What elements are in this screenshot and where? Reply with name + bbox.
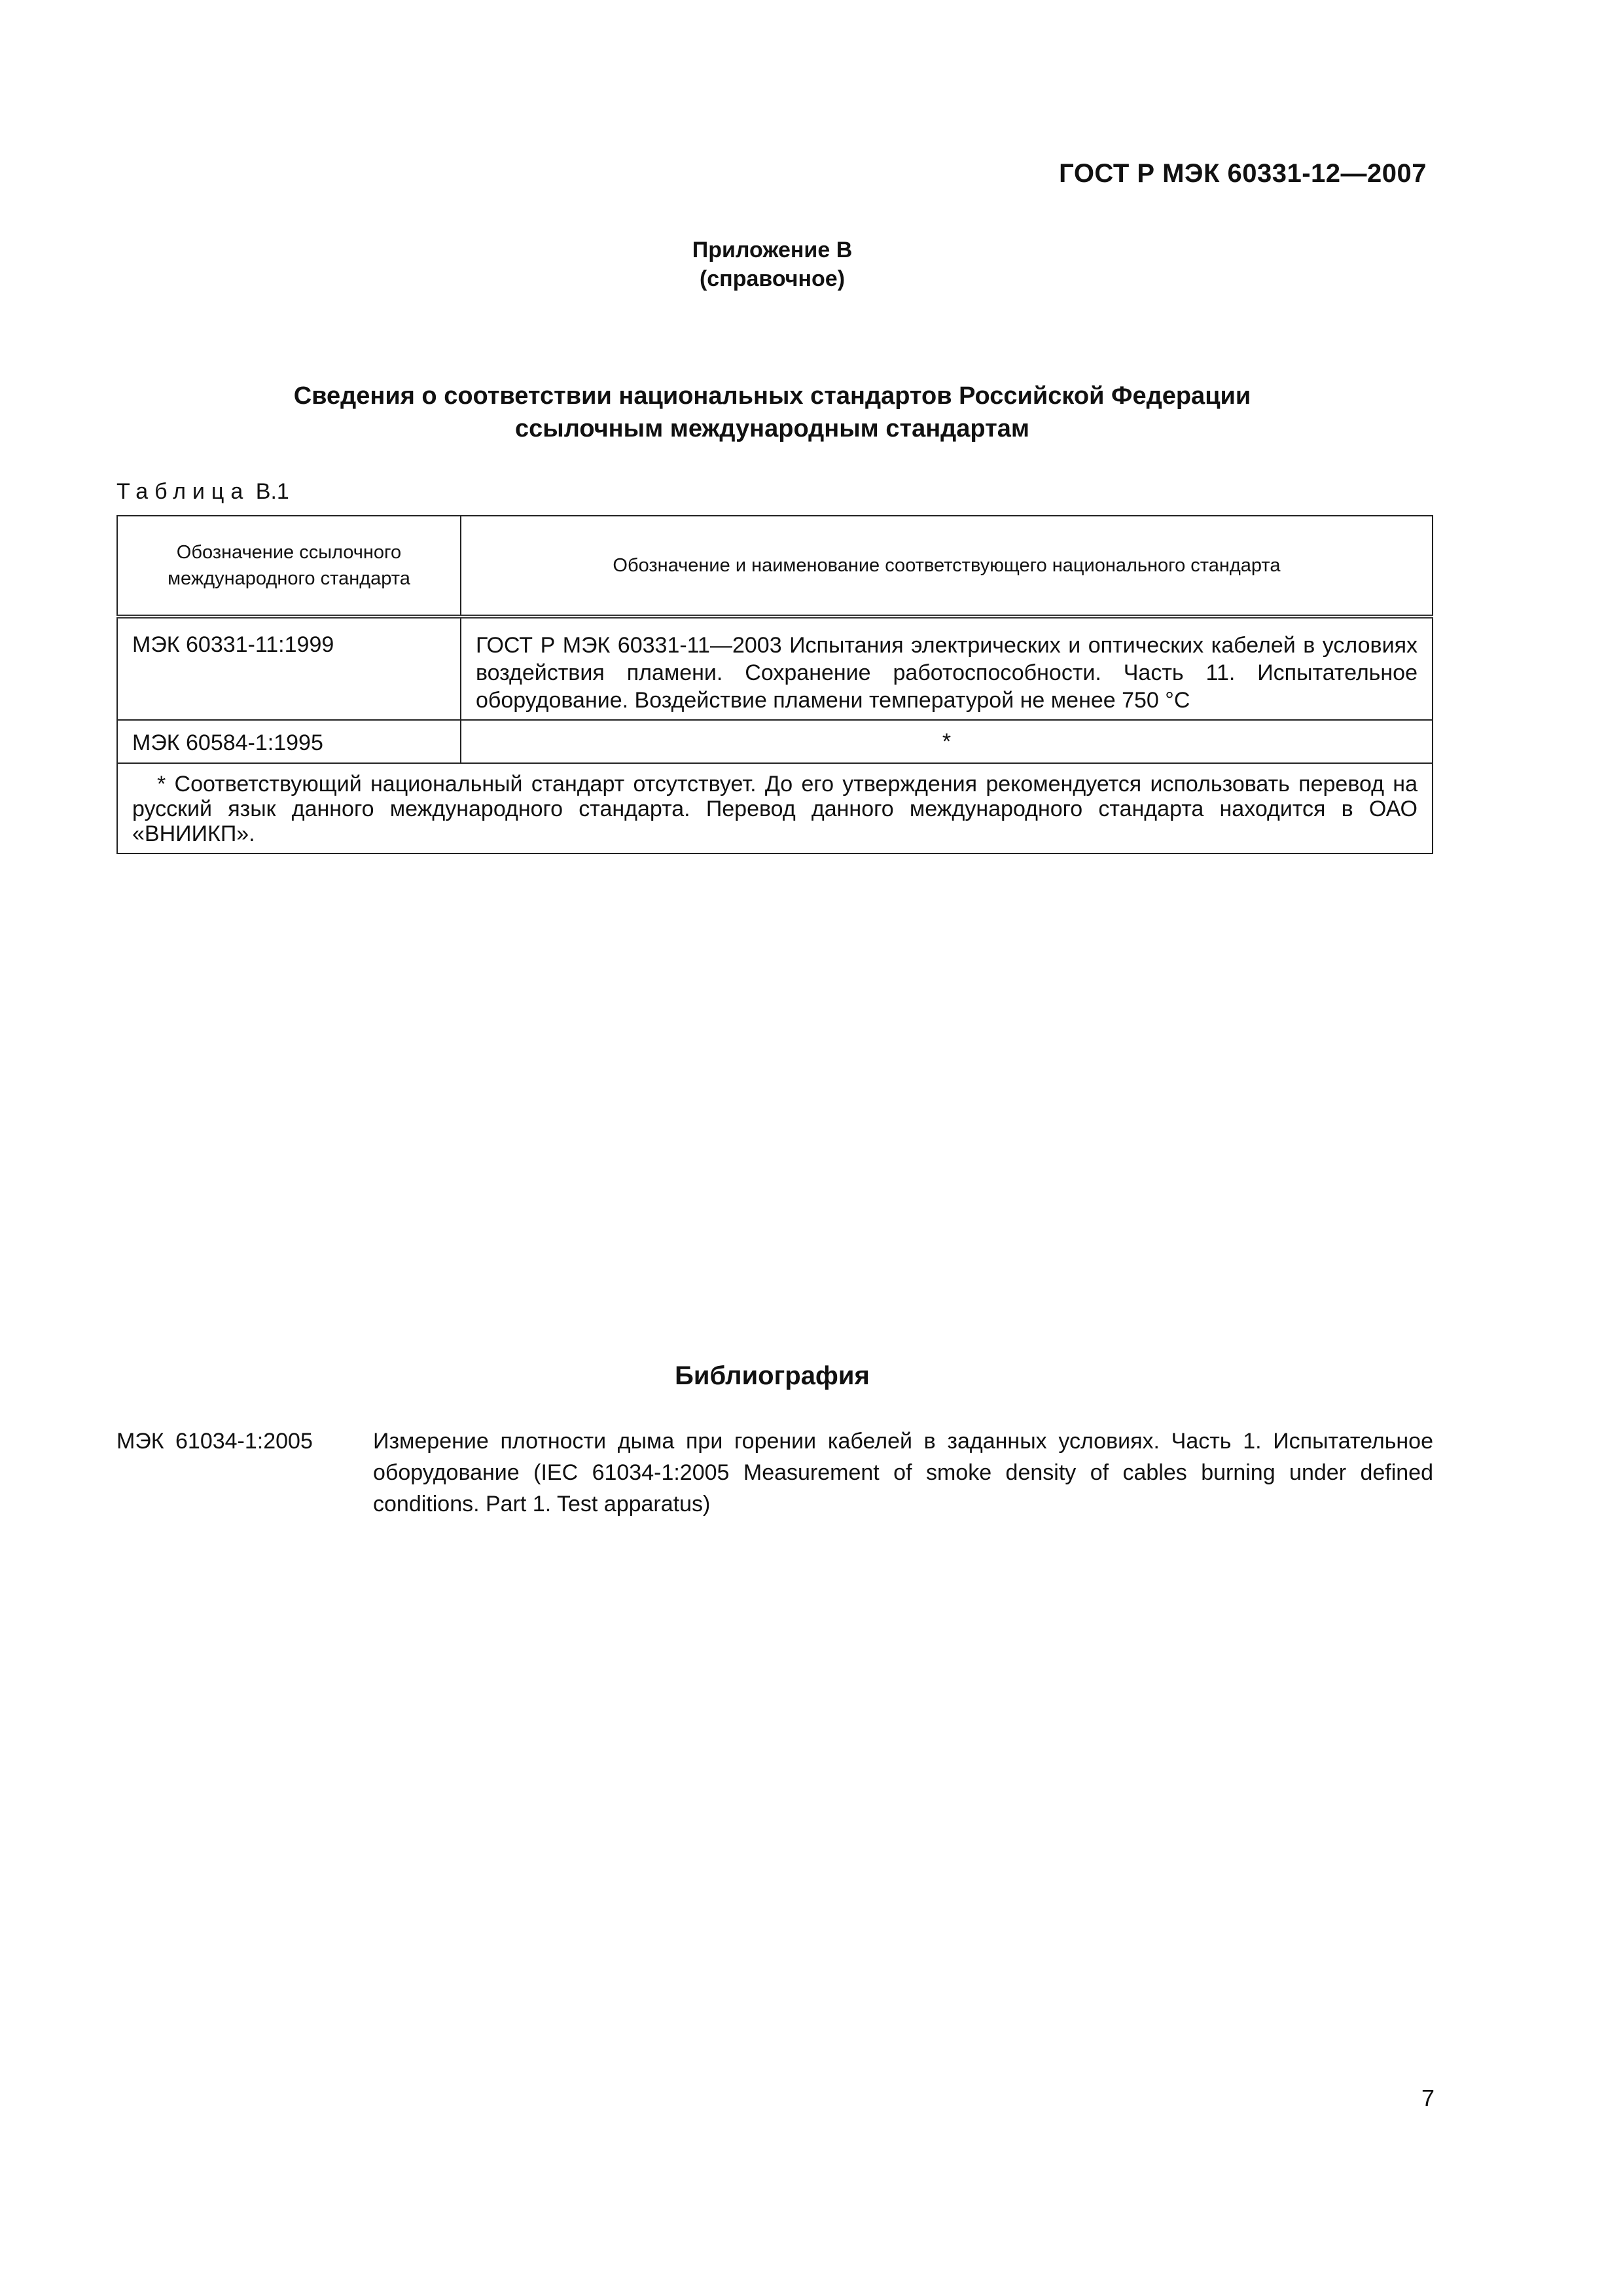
appendix-type: (справочное) <box>699 266 846 291</box>
bibliography-reference: МЭК 61034-1:2005 <box>116 1429 313 1454</box>
table-row <box>117 617 1433 720</box>
header-cell-reference <box>117 516 461 617</box>
section-title-line-1: Сведения о соответствии национальных стандартов Российской Федерации <box>293 382 1251 410</box>
reference-code: МЭК 60584-1:1995 <box>132 730 323 755</box>
section-title <box>0 380 1544 445</box>
appendix-heading <box>0 236 1544 293</box>
reference-code: МЭК 60331-11:1999 <box>132 632 334 657</box>
document-code: ГОСТ Р МЭК 60331-12—2007 <box>1059 159 1427 188</box>
table-cell-reference <box>117 617 461 720</box>
table-cell-reference <box>117 720 461 763</box>
table-cell-national <box>461 720 1433 763</box>
table-caption <box>116 479 289 505</box>
table-footnote-row <box>117 763 1433 853</box>
appendix-title: Приложение В <box>692 238 853 262</box>
standards-table <box>116 515 1433 854</box>
bibliography-text: Измерение плотности дыма при горении кабелей в заданных условиях. Часть 1. Испытательное оборудование (IEC 61034-1:2005 Measurement of smoke density of cables burning under defined conditions. Part 1. Test apparatus) <box>373 1429 1433 1516</box>
table-footnote-cell <box>117 763 1433 853</box>
header-reference-text: Обозначение ссылочного международного стандарта <box>168 542 410 589</box>
bibliography-title: Библиография <box>675 1361 870 1390</box>
table-row <box>117 720 1433 763</box>
section-title-line-2: ссылочным международным стандартам <box>514 415 1029 442</box>
page-number: 7 <box>1421 2085 1435 2111</box>
header-cell-national <box>461 516 1433 617</box>
table-header-row <box>117 516 1433 617</box>
table-footnote: * Соответствующий национальный стандарт отсутствует. До его утверждения рекомендуется использовать перевод на русский язык данного международного стандарта. Перевод данного международного стандарта находится в ОАО «ВНИИКП». <box>132 772 1418 846</box>
national-standard-text: * <box>942 729 952 754</box>
table-caption-word: Таблица <box>116 479 250 504</box>
table-cell-national <box>461 617 1433 720</box>
national-standard-text: ГОСТ Р МЭК 60331-11—2003 Испытания электрических и оптических кабелей в условиях воздействия пламени. Сохранение работоспособности. Часть 11. Испытательное оборудование. Воздействие пламени температурой не менее 750 °С <box>475 633 1418 713</box>
header-national-text: Обозначение и наименование соответствующего национального стандарта <box>613 555 1281 576</box>
table-caption-number: В.1 <box>255 479 289 504</box>
